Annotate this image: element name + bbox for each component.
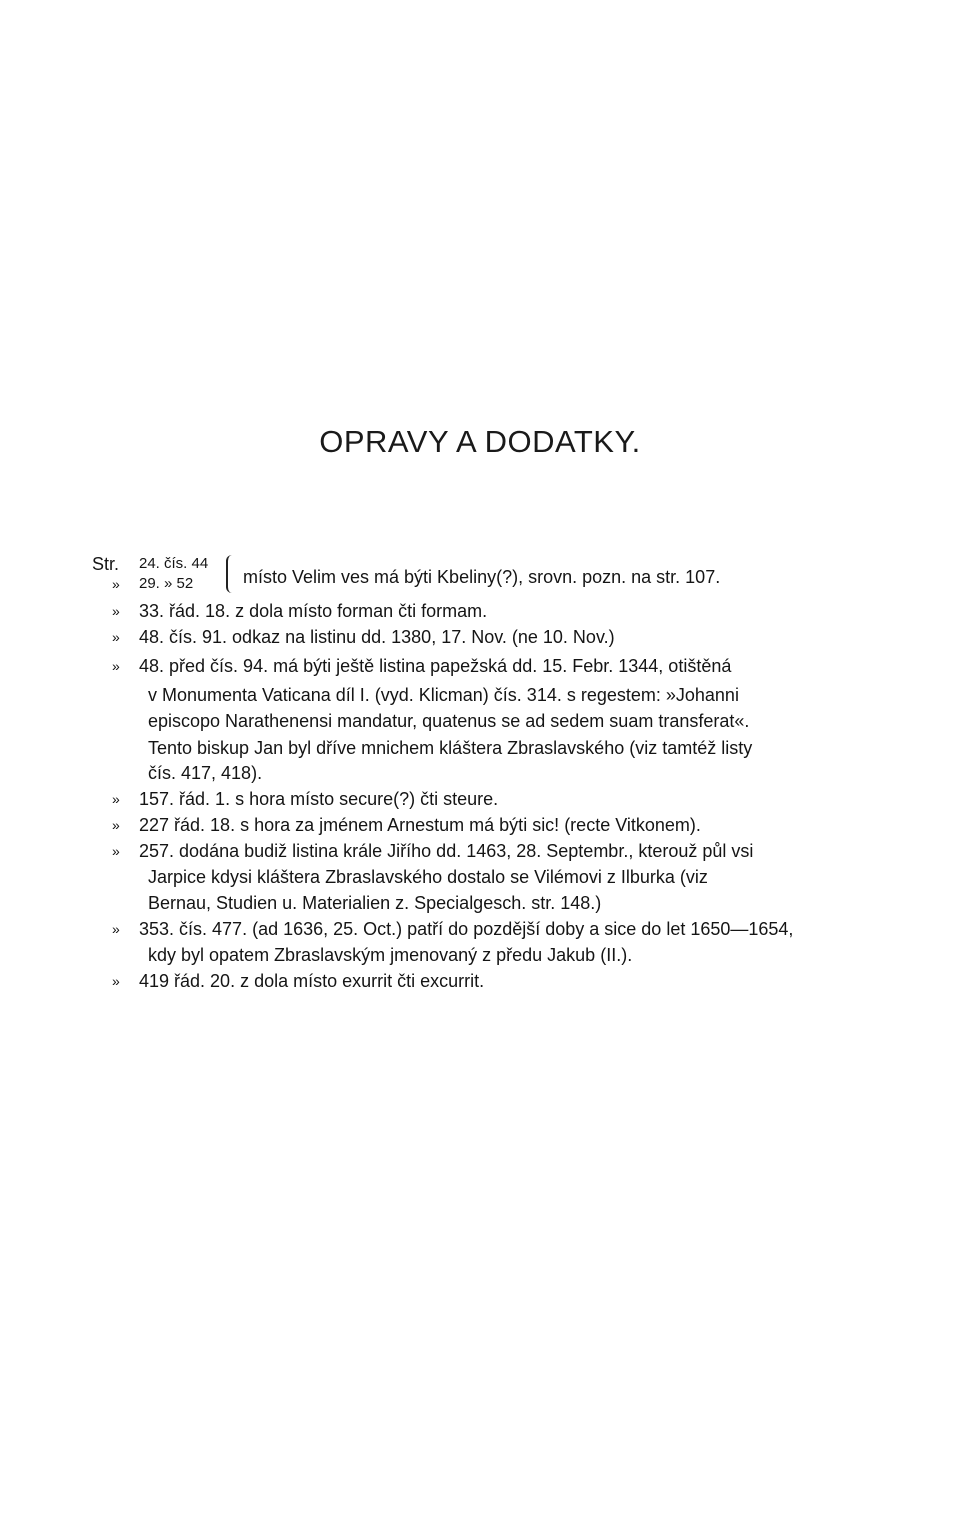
entry-text: 353. čís. 477. (ad 1636, 25. Oct.) patří do pozdější doby a sice do let 1650—1654, bbox=[139, 919, 794, 939]
entry-text: 419 řád. 20. z dola místo exurrit čti excurrit. bbox=[139, 971, 485, 991]
entry-text-cont: Tento biskup Jan byl dříve mnichem kláštera Zbraslavského (viz tamtéž listy bbox=[148, 738, 753, 758]
entry-ref: 29. » 52 bbox=[139, 575, 194, 592]
entry-text: 48. před čís. 94. má býti ještě listina papežská dd. 15. Febr. 1344, otištěná bbox=[139, 656, 732, 676]
entry-text-cont: v Monumenta Vaticana díl I. (vyd. Klicman) čís. 314. s regestem: »Johanni bbox=[148, 685, 739, 705]
entry-text-cont: episcopo Narathenensi mandatur, quatenus se ad sedem suam transferat«. bbox=[148, 711, 750, 731]
entry-ref: 24. čís. 44 bbox=[139, 555, 209, 572]
entry-text-cont: čís. 417, 418). bbox=[148, 763, 263, 783]
ditto-mark: » bbox=[112, 576, 120, 592]
entry-text: 48. čís. 91. odkaz na listinu dd. 1380, 17. Nov. (ne 10. Nov.) bbox=[139, 627, 615, 647]
page-title: OPRAVY A DODATKY. bbox=[319, 424, 641, 459]
entry-text: místo Velim ves má býti Kbeliny(?), srovn. pozn. na str. 107. bbox=[243, 567, 721, 587]
ditto-mark: » bbox=[112, 921, 120, 937]
ditto-mark: » bbox=[112, 629, 120, 645]
entry-text: 157. řád. 1. s hora místo secure(?) čti steure. bbox=[139, 789, 499, 809]
entry-text: 33. řád. 18. z dola místo forman čti formam. bbox=[139, 601, 488, 621]
ditto-mark: » bbox=[112, 791, 120, 807]
ditto-mark: » bbox=[112, 817, 120, 833]
brace-mark bbox=[226, 555, 234, 593]
page-prefix: Str. bbox=[92, 554, 120, 574]
entry-text: 257. dodána budiž listina krále Jiřího dd. 1463, 28. Septembr., kterouž půl vsi bbox=[139, 841, 754, 861]
ditto-mark: » bbox=[112, 843, 120, 859]
entry-text-cont: Jarpice kdysi kláštera Zbraslavského dostalo se Vilémovi z Ilburka (viz bbox=[148, 867, 708, 887]
ditto-mark: » bbox=[112, 603, 120, 619]
ditto-mark: » bbox=[112, 658, 120, 674]
ditto-mark: » bbox=[112, 973, 120, 989]
entry-text-cont: Bernau, Studien u. Materialien z. Specialgesch. str. 148.) bbox=[148, 893, 602, 913]
entry-text: 227 řád. 18. s hora za jménem Arnestum má býti sic! (recte Vitkonem). bbox=[139, 815, 701, 835]
entry-text-cont: kdy byl opatem Zbraslavským jmenovaný z předu Jakub (II.). bbox=[148, 945, 633, 965]
